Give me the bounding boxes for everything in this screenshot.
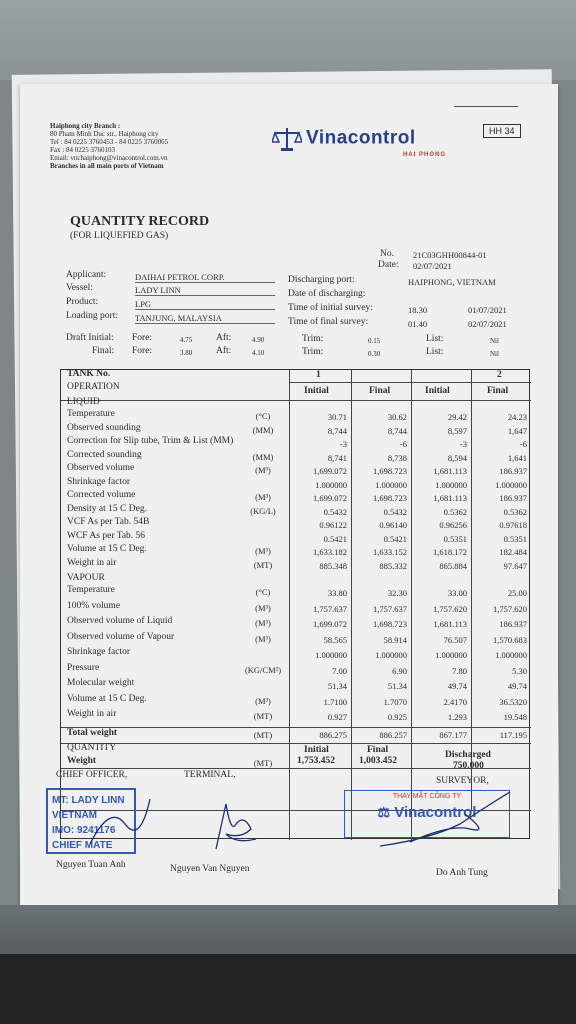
draft-initial-aft: 4.90: [252, 336, 265, 344]
vapour-row-unit: (M³): [255, 618, 271, 628]
quantity-label: QUANTITY: [67, 743, 117, 753]
vessel-label: Vessel:: [66, 283, 93, 293]
liquid-row-value: 1,698.723: [373, 493, 407, 503]
tank-2-header: 2: [497, 370, 502, 380]
draft-initial-label: Draft Initial:: [66, 333, 114, 343]
vapour-row-value: 1.000000: [435, 650, 467, 660]
draft-final-label: Final:: [92, 346, 115, 356]
discharging-port-value: HAIPHONG, VIETNAM: [408, 277, 496, 287]
vapour-section-label: VAPOUR: [67, 573, 105, 583]
vapour-row-value: 1,698.723: [373, 619, 407, 629]
vapour-row-value: 51.34: [387, 681, 407, 691]
branch-name: Haiphong city Branch :: [50, 122, 121, 130]
liquid-row-value: 1.000000: [495, 479, 527, 490]
liquid-row-value: 182.484: [499, 547, 527, 557]
vapour-row-value: 1.000000: [375, 650, 407, 660]
trim-final-label: Trim:: [302, 347, 324, 357]
liquid-row-value: -6: [519, 439, 527, 449]
liquid-row-unit: (M³): [255, 546, 271, 556]
vapour-row-value: 58.914: [383, 634, 407, 645]
liquid-row-value: 0.5421: [323, 533, 347, 544]
quantity-unit: (MT): [253, 758, 273, 768]
liquid-row-value: 24.23: [507, 412, 527, 422]
liquid-row-label: Corrected sounding: [67, 449, 142, 460]
terminal-name: Nguyen Van Nguyen: [170, 864, 250, 874]
liquid-row-value: 885.332: [379, 560, 407, 571]
tank-2-initial-header: Initial: [425, 386, 450, 396]
liquid-row-label: Temperature: [67, 409, 115, 419]
surveyor-name: Do Anh Tung: [436, 868, 488, 878]
trim-initial-label: Trim:: [302, 334, 324, 344]
vapour-row-value: 51.34: [327, 681, 347, 691]
vapour-row-unit: (M³): [255, 633, 271, 644]
liquid-row-value: 1,641: [507, 452, 527, 463]
liquid-row-label: Observed volume: [67, 463, 135, 473]
draft-initial-fore-label: Fore:: [132, 333, 153, 343]
vapour-row-value: 1,757.637: [373, 603, 407, 614]
draft-final-aft: 4.10: [252, 349, 265, 357]
liquid-row-unit: (KG/L): [250, 505, 276, 516]
liquid-row-value: -6: [399, 439, 407, 449]
date-discharging-label: Date of discharging:: [288, 289, 366, 299]
liquid-row-value: 0.96122: [319, 520, 347, 530]
vapour-row-value: 0.927: [327, 712, 347, 722]
total-weight-t2-initial: 867.177: [439, 730, 467, 740]
vapour-row-label: Observed volume of Vapour: [67, 631, 175, 642]
liquid-row-value: 0.5432: [323, 506, 347, 517]
company-fax: Fax : 84 0225 3760103: [50, 146, 115, 154]
liquid-row-value: 8,744: [387, 425, 407, 436]
vapour-row-label: Temperature: [67, 585, 115, 595]
form-code: HH 34: [483, 124, 521, 138]
company-stamp-top: THAY MẶT CÔNG TY: [392, 793, 462, 800]
liquid-row-label: Observed sounding: [67, 422, 141, 433]
vapour-row-value: 1.000000: [495, 650, 527, 660]
initial-survey-date: 01/07/2021: [468, 305, 507, 315]
vapour-row-label: Observed volume of Liquid: [67, 616, 173, 626]
quantity-record-document: [20, 84, 558, 912]
tank-1-initial-header: Initial: [304, 386, 329, 396]
logo-subtitle: HAI PHONG: [403, 152, 447, 158]
liquid-row-value: 8,744: [327, 425, 347, 436]
tank-no-header: TANK No.: [67, 369, 111, 379]
list-final-label: List:: [426, 347, 444, 357]
liquid-section-label: LIQUID: [67, 397, 100, 407]
vapour-row-value: 186.937: [499, 619, 527, 629]
liquid-row-label: Density at 15 C Deg.: [67, 503, 147, 514]
chief-officer-signature: [80, 794, 160, 854]
liquid-row-unit: (MT): [253, 559, 273, 570]
vapour-row-value: 0.925: [387, 712, 407, 722]
liquid-row-label: Corrected volume: [67, 490, 136, 500]
vapour-row-value: 1.7070: [383, 696, 407, 707]
vapour-row-value: 33.80: [327, 588, 347, 598]
quantity-discharged-label: Discharged: [445, 750, 491, 760]
liquid-row-value: 0.5362: [503, 506, 527, 517]
vapour-row-value: 49.74: [447, 681, 467, 691]
liquid-row-value: 8,741: [327, 452, 347, 463]
total-weight-t2-final: 117.195: [499, 730, 527, 740]
liquid-row-value: 1,698.723: [373, 466, 407, 476]
liquid-row-value: 1,699.072: [313, 466, 347, 476]
vapour-row-label: 100% volume: [67, 600, 121, 611]
vapour-row-value: 1,757.637: [313, 603, 347, 614]
liquid-row-label: VCF As per Tab. 54B: [67, 517, 150, 527]
liquid-row-value: 1.000000: [315, 479, 347, 490]
vapour-row-value: 7.00: [332, 665, 347, 676]
list-final-value: Nil: [490, 350, 499, 358]
vapour-row-label: Volume at 15 C Deg.: [67, 693, 147, 704]
record-no-label: No.: [380, 249, 394, 259]
vapour-row-value: 2.4170: [443, 696, 467, 707]
quantity-table: [60, 369, 530, 839]
draft-initial-fore: 4.75: [180, 336, 193, 344]
liquid-row-unit: (M³): [255, 465, 271, 475]
company-email: Email: vnchaiphong@vinacontrol.com.vn: [50, 154, 168, 162]
chief-officer-name: Nguyen Tuan Anh: [56, 860, 126, 870]
liquid-row-label: Volume at 15 C Deg.: [67, 544, 147, 554]
applicant-value: DAIHAI PETROL CORP.: [135, 272, 275, 283]
vessel-value: LADY LINN: [135, 285, 275, 296]
liquid-row-value: 0.5432: [383, 506, 407, 517]
draft-final-fore-label: Fore:: [132, 346, 153, 356]
quantity-initial-value: 1,753.452: [297, 756, 335, 766]
loading-port-value: TANJUNG, MALAYSIA: [135, 313, 275, 324]
total-weight-unit: (MT): [253, 730, 273, 740]
product-value: LPG: [135, 299, 275, 310]
vapour-row-value: 1,570.683: [493, 634, 527, 645]
desk-background-top: [0, 0, 576, 80]
quantity-final-value: 1,003.452: [359, 756, 397, 766]
liquid-row-unit: (MM): [252, 451, 274, 462]
vapour-row-label: Molecular weight: [67, 678, 135, 688]
company-address: 80 Pham Minh Duc str., Haiphong city: [50, 130, 159, 138]
liquid-row-value: 8,597: [447, 425, 467, 436]
company-tel: Tel : 84 0225 3760453 - 84 0225 3760065: [50, 138, 169, 146]
stamp-line-1: MT: LADY LINN: [52, 795, 125, 806]
record-no-value: 21C03GHH00844-01: [413, 250, 487, 260]
liquid-row-value: 885.348: [319, 560, 347, 571]
liquid-row-value: 1,681.113: [433, 493, 467, 503]
discharging-port-label: Discharging port:: [288, 275, 355, 285]
vapour-row-value: 1.293: [447, 712, 467, 722]
draft-initial-aft-label: Aft:: [216, 333, 232, 343]
terminal-signature: [196, 794, 266, 856]
vapour-row-unit: (MT): [253, 711, 273, 721]
vapour-row-value: 1,757.620: [433, 603, 467, 614]
liquid-row-value: 30.71: [327, 412, 347, 422]
liquid-row-value: 865.884: [439, 560, 467, 571]
vapour-row-label: Shrinkage factor: [67, 647, 131, 657]
branches-note: Branches in all main ports of Vietnam: [50, 162, 164, 170]
vapour-row-value: 1,757.620: [493, 603, 527, 614]
final-survey-time: 01.40: [408, 319, 428, 329]
liquid-row-value: 0.5362: [443, 506, 467, 517]
liquid-row-label: Shrinkage factor: [67, 476, 131, 487]
initial-survey-time: 18.30: [408, 305, 428, 315]
liquid-row-unit: (M³): [255, 492, 271, 502]
top-rule: [454, 106, 518, 107]
initial-survey-label: Time of initial survey:: [288, 303, 373, 313]
total-weight-label: Total weight: [67, 728, 118, 738]
vapour-row-value: 1,681.113: [433, 619, 467, 629]
vapour-row-value: 6.90: [392, 665, 407, 676]
stamp-line-4: CHIEF MATE: [52, 840, 113, 851]
scales-stamp-icon: ⚖: [377, 804, 391, 820]
vapour-row-label: Weight in air: [67, 709, 117, 719]
tank-2-final-header: Final: [487, 386, 509, 396]
liquid-row-label: Weight in air: [67, 557, 117, 568]
surveyor-signature: [370, 784, 520, 854]
total-weight-t1-final: 886.257: [379, 730, 407, 740]
vapour-row-value: 33.00: [447, 588, 467, 598]
liquid-row-unit: (°C): [255, 411, 271, 421]
vapour-row-value: 1.000000: [315, 650, 347, 660]
liquid-row-value: 1,681.113: [433, 466, 467, 476]
final-survey-date: 02/07/2021: [468, 319, 507, 329]
vapour-row-value: 36.5320: [499, 696, 527, 707]
vapour-row-value: 1.7100: [323, 696, 347, 707]
company-stamp-logo-text: Vinacontrol: [394, 804, 477, 821]
liquid-row-unit: (MM): [252, 424, 274, 435]
vapour-row-unit: (M³): [255, 695, 271, 706]
applicant-label: Applicant:: [66, 270, 107, 280]
liquid-row-label: WCF As per Tab. 56: [67, 530, 146, 541]
vapour-row-value: 5.30: [512, 665, 527, 676]
record-date-value: 02/07/2021: [413, 261, 452, 271]
list-initial-value: Nil: [490, 337, 499, 345]
stamp-line-2: VIETNAM: [52, 810, 97, 821]
vapour-row-value: 1,699.072: [313, 619, 347, 629]
vapour-row-value: 7.80: [452, 665, 467, 676]
vapour-row-value: 19.548: [503, 712, 527, 722]
liquid-row-value: 0.97618: [499, 520, 527, 530]
surveyor-label: SURVEYOR,: [436, 776, 489, 786]
quantity-discharged-value: 750.000: [453, 761, 484, 771]
vapour-row-value: 32.30: [387, 588, 407, 598]
record-date-label: Date:: [378, 260, 399, 270]
terminal-label: TERMINAL,: [184, 770, 236, 780]
vapour-row-value: 58.565: [323, 634, 347, 645]
logo-text: Vinacontrol: [306, 127, 416, 149]
vapour-row-label: Pressure: [67, 662, 100, 673]
vapour-row-unit: (M³): [255, 602, 271, 613]
vapour-row-unit: (°C): [255, 587, 271, 597]
liquid-row-value: 1,699.072: [313, 493, 347, 503]
liquid-row-value: -3: [339, 439, 347, 449]
vapour-row-unit: (KG/CM²): [244, 664, 282, 675]
liquid-row-value: 1.000000: [375, 479, 407, 490]
quantity-final-label: Final: [367, 745, 389, 755]
quantity-weight-label: Weight: [67, 756, 97, 766]
loading-port-label: Loading port:: [66, 311, 118, 321]
liquid-row-value: -3: [459, 439, 467, 449]
liquid-row-label: Correction for Slip tube, Trim & List (MM): [67, 436, 234, 446]
liquid-row-value: 30.62: [387, 412, 407, 422]
chief-officer-label: CHIEF OFFICER,: [56, 770, 128, 780]
liquid-row-value: 8,594: [447, 452, 467, 463]
liquid-row-value: 186.937: [499, 493, 527, 503]
liquid-row-value: 0.5351: [443, 533, 467, 544]
liquid-row-value: 1,633.152: [373, 547, 407, 557]
trim-initial-value: 0.15: [368, 337, 381, 345]
tank-1-header: 1: [316, 370, 321, 380]
quantity-initial-label: Initial: [304, 745, 329, 755]
page-title: QUANTITY RECORD: [70, 214, 210, 229]
vinacontrol-logo: [272, 126, 416, 154]
total-weight-t1-initial: 886.275: [319, 730, 347, 740]
liquid-row-value: 29.42: [447, 412, 467, 422]
vapour-row-value: 49.74: [507, 681, 527, 691]
liquid-row-value: 1,647: [507, 425, 527, 436]
liquid-row-value: 0.5421: [383, 533, 407, 544]
page-subtitle: (FOR LIQUEFIED GAS): [70, 231, 169, 241]
liquid-row-value: 1,633.182: [313, 547, 347, 557]
draft-final-fore: 3.80: [180, 349, 193, 357]
liquid-row-value: 0.5351: [503, 533, 527, 544]
liquid-row-value: 186.937: [499, 466, 527, 476]
vapour-row-value: 76.507: [443, 634, 467, 645]
tank-1-final-header: Final: [369, 386, 391, 396]
list-initial-label: List:: [426, 334, 444, 344]
draft-final-aft-label: Aft:: [216, 346, 232, 356]
desk-background-bottom: [0, 905, 576, 1024]
product-label: Product:: [66, 297, 99, 307]
operation-header: OPERATION: [67, 382, 120, 392]
liquid-row-value: 8,738: [387, 452, 407, 463]
final-survey-label: Time of final survey:: [288, 317, 369, 327]
vapour-row-value: 25.00: [507, 588, 527, 598]
trim-final-value: 0.30: [368, 350, 381, 358]
stamp-line-3: IMO: 9241176: [52, 825, 116, 836]
scales-logo-icon: [272, 126, 302, 154]
liquid-row-value: 97.647: [503, 560, 527, 571]
liquid-row-value: 1.000000: [435, 479, 467, 490]
liquid-row-value: 0.96140: [379, 520, 407, 530]
liquid-row-value: 0.96256: [439, 520, 467, 530]
liquid-row-value: 1,618.172: [433, 547, 467, 557]
